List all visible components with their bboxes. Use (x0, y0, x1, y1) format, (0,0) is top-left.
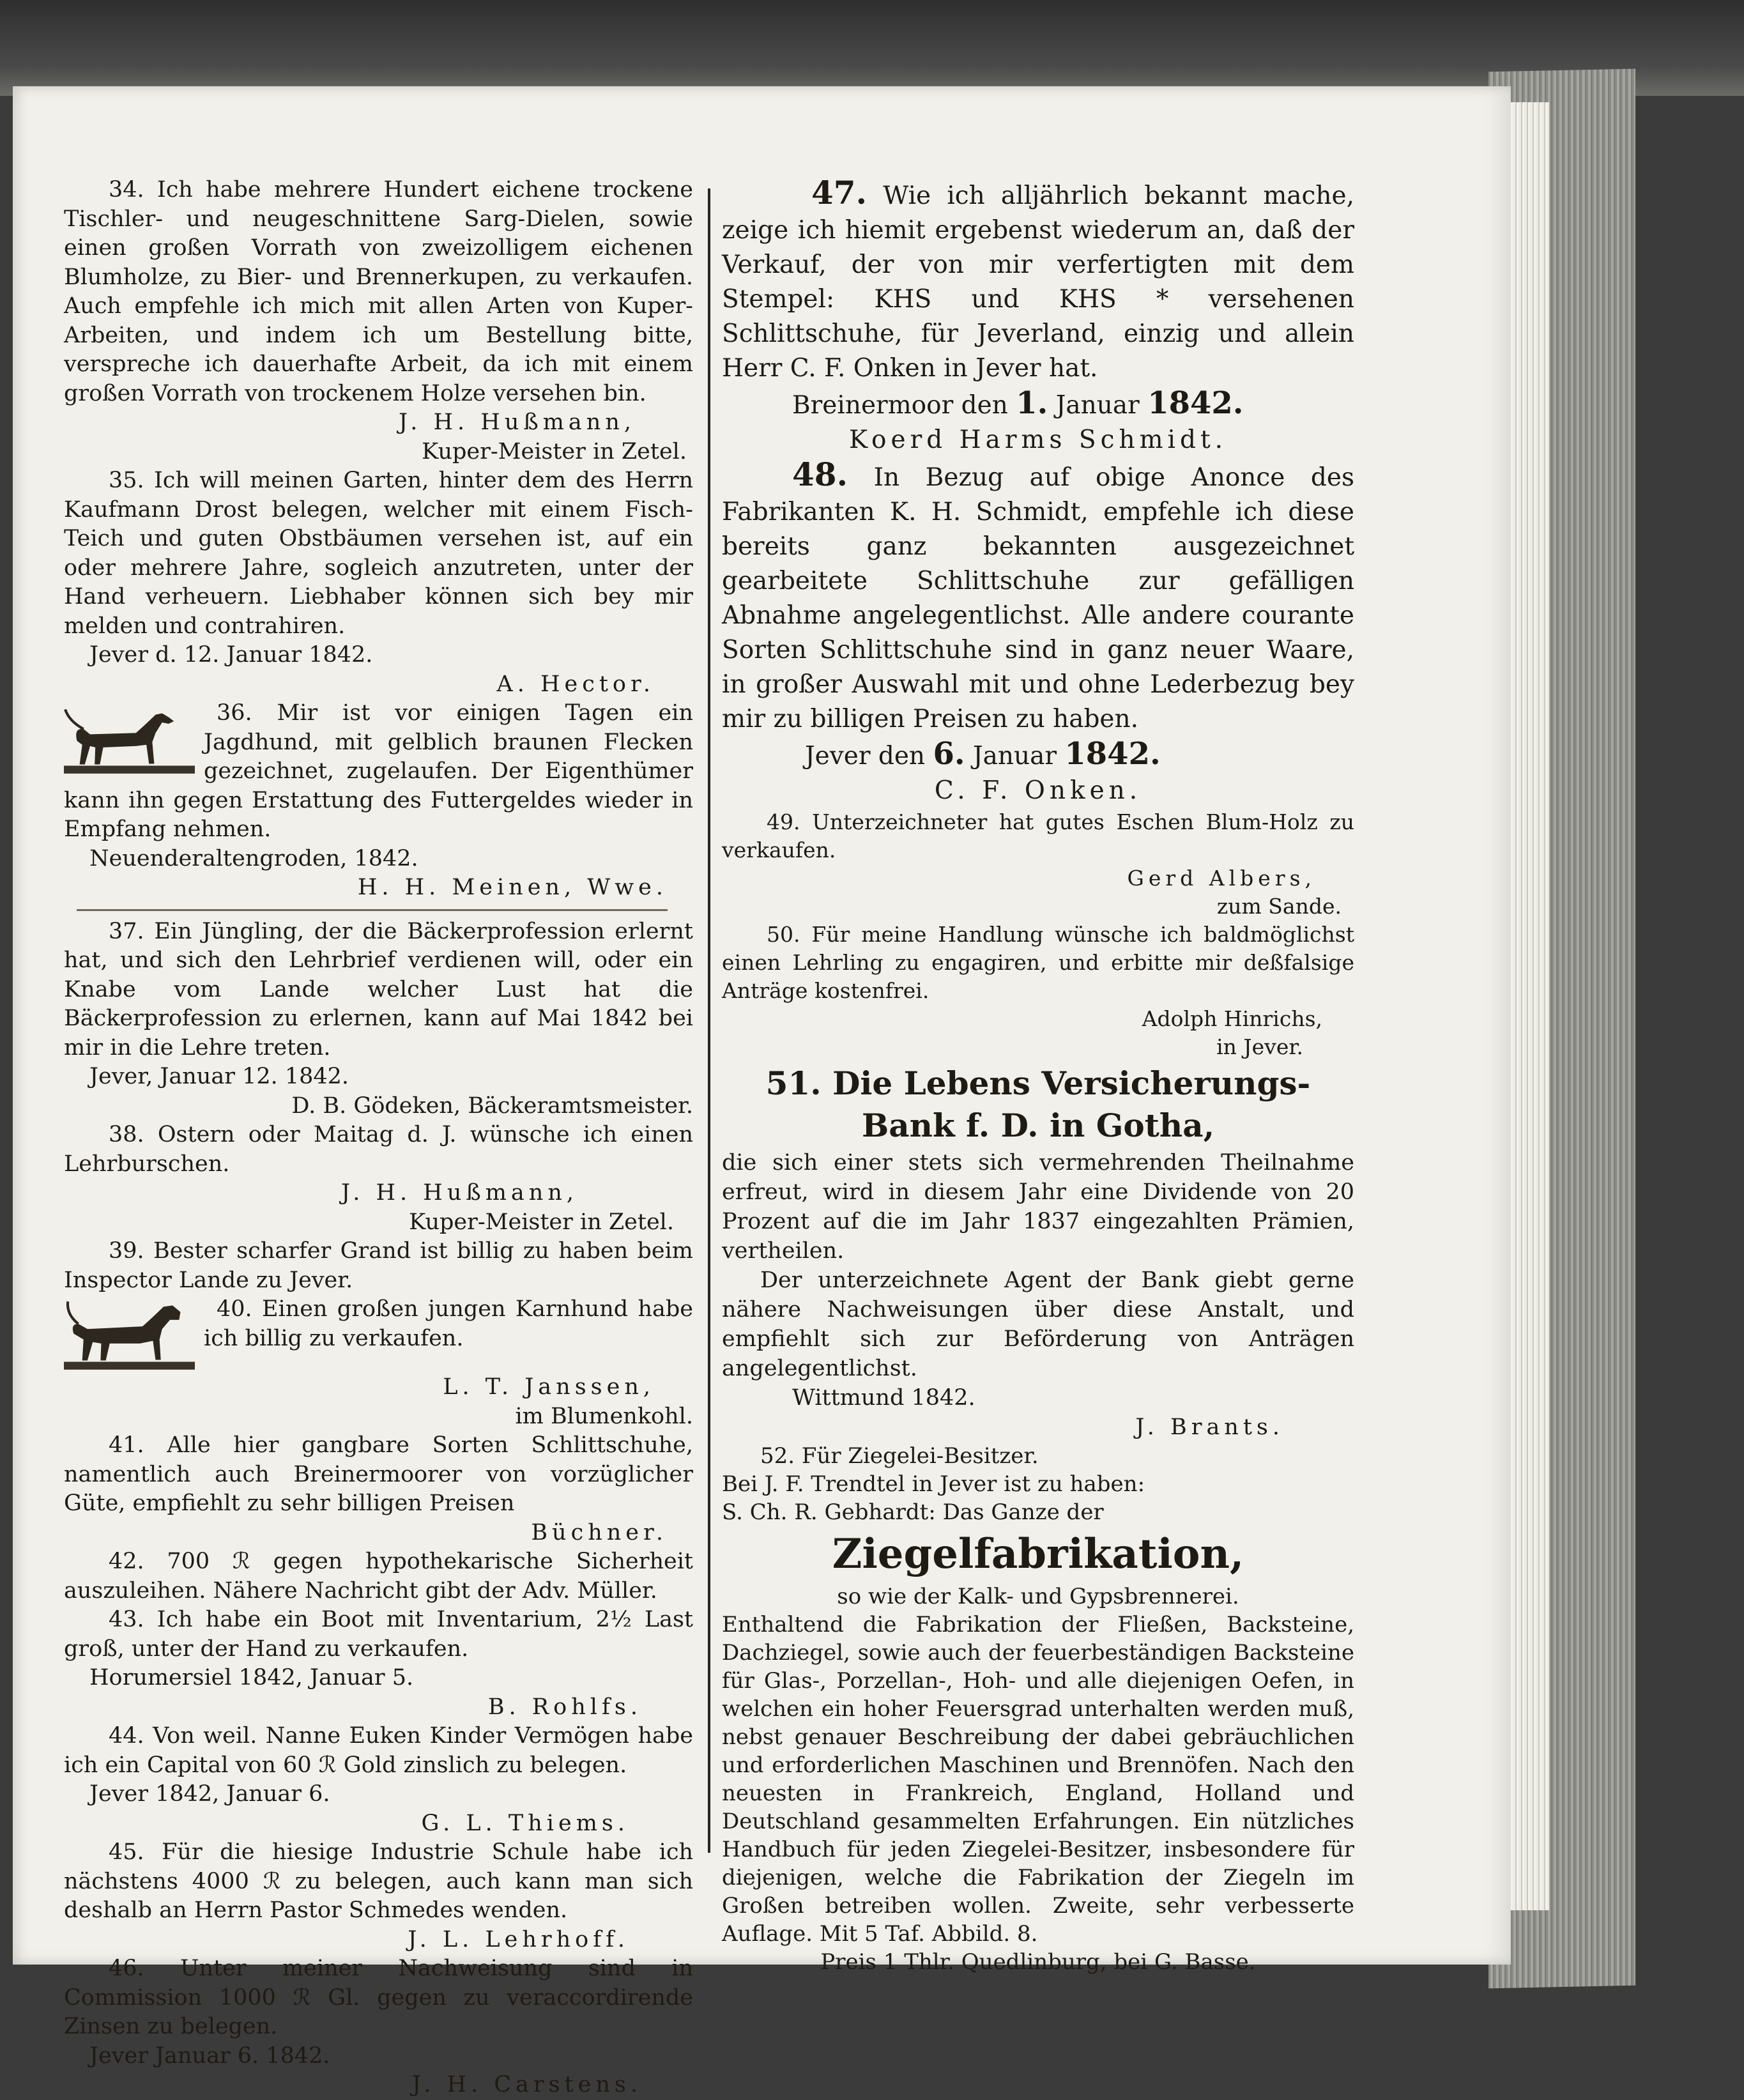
ad-34-signature: J. H. Hußmann, (398, 410, 636, 435)
ad-40 (64, 1295, 693, 1431)
ad-37-date: Jever, Januar 12. 1842. (89, 1064, 349, 1089)
ad-49-signature-place: zum Sande. (1216, 894, 1342, 919)
ad-44-signature: G. L. Thiems. (421, 1810, 629, 1836)
ad-38-text: 38. Ostern oder Maitag d. J. wünsche ich einen Lehrburschen. (64, 1122, 693, 1177)
ad-51 (722, 1064, 1354, 1442)
ad-48-date-year: 1842. (1064, 736, 1161, 772)
column-rule (708, 188, 710, 1853)
ad-36 (64, 699, 693, 903)
ad-35-date: Jever d. 12. Januar 1842. (89, 642, 373, 668)
ad-35-text: 35. Ich will meinen Garten, hinter dem des Herrn Kaufmann Drost belegen, welcher mit einem Fisch-Teich und guten Obstbäumen versehen ist, auf ein oder mehrere Jahre, sogleich anzutreten, unter der Hand verheuern. Liebhaber können sich bey mir melden und contrahiren. (64, 468, 693, 639)
ad-43-signature: B. Rohlfs. (487, 1694, 642, 1720)
ad-51-heading-1: 51. Die Lebens Versicherungs- (765, 1064, 1311, 1102)
ad-37-signature: D. B. Gödeken, Bäckeramtsmeister. (291, 1092, 693, 1119)
ad-51-date: Wittmund 1842. (792, 1385, 975, 1411)
ad-36-text: 36. Mir ist vor einigen Tagen ein Jagdhund, mit gelblich braunen Flecken gezeichnet, zugelaufen. Der Eigenthümer kann ihn gegen Erstattung des Futtergeldes wieder in Empfang nehmen. (64, 700, 693, 842)
left-column (64, 176, 693, 2100)
ad-47-signature: Koerd Harms Schmidt. (848, 425, 1228, 454)
ad-51-signature: J. Brants. (1135, 1414, 1284, 1440)
ad-48-dateline (722, 737, 1354, 774)
ad-38-signature: J. H. Hußmann, (340, 1180, 578, 1206)
ad-51-heading-2: Bank f. D. in Gotha, (861, 1107, 1215, 1144)
ad-47-number: 47. (811, 174, 867, 211)
ad-52-heading: 52. Für Ziegelei-Besitzer. (760, 1443, 1039, 1469)
ad-46-date: Jever Januar 6. 1842. (89, 2043, 330, 2069)
ad-46-signature: J. H. Carstens. (411, 2072, 642, 2097)
ad-41 (64, 1431, 693, 1547)
ad-50 (722, 921, 1354, 1061)
ad-52-subtitle: so wie der Kalk- und Gypsbrennerei. (837, 1584, 1239, 1609)
ad-38-signature-title: Kuper-Meister in Zetel. (409, 1209, 674, 1235)
ad-46 (64, 1954, 693, 2100)
ad-51-text-2: Der unterzeichnete Agent der Bank giebt gerne nähere Nachweisungen über diese Anstalt, und empfiehlt sich zur Beförderung von Anträgen angelegentlichst. (722, 1268, 1354, 1381)
ad-40-signature-place: im Blumenkohl. (515, 1403, 693, 1429)
dog-woodcut-icon (64, 1298, 195, 1373)
ad-45-signature: J. L. Lehrhoff. (408, 1926, 629, 1952)
ad-47-dateline (722, 386, 1354, 423)
ad-39-text: 39. Bester scharfer Grand ist billig zu haben beim Inspector Lande zu Jever. (64, 1238, 693, 1293)
ad-48-date-month: Januar (972, 742, 1057, 770)
ad-49 (722, 808, 1354, 921)
ad-47-date-month: Januar (1055, 391, 1140, 420)
ad-47-text: Wie ich alljährlich bekannt mache, zeige ich hiemit ergebenst wiederum an, daß der Verkauf, der von mir verfertigten mit dem Stempel: KHS und KHS * versehenen Schlittschuhe, für Jeverland, einzig und allein Herr C. F. Onken in Jever hat. (722, 181, 1354, 383)
ad-52-line-1: Bei J. F. Trendtel in Jever ist zu haben: (722, 1471, 1145, 1497)
ad-36-date: Neuenderaltengroden, 1842. (89, 845, 418, 871)
ad-41-signature: Büchner. (531, 1519, 668, 1545)
ad-35-signature: A. Hector. (496, 671, 655, 697)
ad-48 (722, 457, 1354, 808)
ad-42 (64, 1547, 693, 1606)
ad-49-signature: Gerd Albers, (1127, 866, 1316, 891)
ad-34-text: 34. Ich habe mehrere Hundert eichene trockene Tischler- und neugeschnittene Sarg-Dielen, sowie einen großen Vorrath von zweizolligem eichenen Blumholze, zu Bier- und Brennerkupen, zu verkaufen. Auch empfehle ich mich mit allen Arten von Kuper-Arbeiten, und indem ich um Bestellung bitte, verspreche ich dauerhafte Arbeit, da ich mit einem großen Vorrath von trockenem Holze versehen bin. (64, 177, 693, 406)
ad-48-date-day: 6. (933, 736, 965, 772)
ad-42-text: 42. 700 ℛ gegen hypothekarische Sicherheit auszuleihen. Nähere Nachricht gibt der Adv. Müller. (64, 1549, 693, 1604)
ad-50-signature: Adolph Hinrichs, (1142, 1006, 1322, 1031)
ad-40-text: 40. Einen großen jungen Karnhund habe ich billig zu verkaufen. (204, 1296, 693, 1351)
ad-47 (722, 176, 1354, 457)
ad-48-text: In Bezug auf obige Anonce des Fabrikanten K. H. Schmidt, empfehle ich diese bereits ganz bekannten ausgezeichnet gearbeitete Schlittschuhe zur gefälligen Abnahme angelegentlichst. Alle andere courante Sorten Schlittschuhe sind in ganz neuer Waare, in großer Auswahl mit und ohne Lederbezug bey mir zu billigen Preisen zu haben. (722, 463, 1354, 733)
ad-48-date-place: Jever den (805, 742, 926, 770)
ad-51-text: die sich einer stets sich vermehrenden Theilnahme erfreut, wird in diesem Jahr eine Dividende von 20 Prozent auf die im Jahr 1837 eingezahlten Prämien, vertheilen. (722, 1150, 1354, 1264)
ad-48-signature: C. F. Onken. (934, 776, 1142, 805)
ad-45-text: 45. Für die hiesige Industrie Schule habe ich nächstens 4000 ℛ zu belegen, auch kann man sich deshalb an Herrn Pastor Schmedes wenden. (64, 1839, 693, 1923)
separator-rule (77, 909, 668, 911)
ad-39 (64, 1237, 693, 1295)
right-column (722, 176, 1354, 1976)
ad-37 (64, 917, 693, 1121)
ad-52-title: Ziegelfabrikation, (832, 1530, 1244, 1578)
ad-43 (64, 1606, 693, 1722)
ad-43-date: Horumersiel 1842, Januar 5. (89, 1665, 414, 1690)
ad-52-line-2: S. Ch. R. Gebhardt: Das Ganze der (722, 1499, 1104, 1525)
newspaper-page (13, 86, 1511, 2097)
ad-50-text: 50. Für meine Handlung wünsche ich baldmöglichst einen Lehrling zu engagiren, und erbitte mir deßfalsige Anträge kostenfrei. (722, 922, 1354, 1003)
ad-34 (64, 176, 693, 466)
book-board-top (0, 0, 1744, 96)
ad-37-text: 37. Ein Jüngling, der die Bäckerprofession erlernt hat, und sich den Lehrbrief verdienen will, oder ein Knabe vom Lande welcher Lust hat die Bäckerprofession zu erlernen, kann auf Mai 1842 bei mir in die Lehre treten. (64, 918, 693, 1061)
ad-47-date-place: Breinermoor den (792, 391, 1008, 420)
ad-52-text: Enthaltend die Fabrikation der Fließen, Backsteine, Dachziegel, sowie auch der feuerbeständigen Backsteine für Glas-, Porzellan-, Hoh- und alle diejenigen Oefen, in welchen ein hoher Feuersgrad unterhalten werden muß, nebst genauer Beschreibung der dabei gebräuchlichen und erforderlichen Maschinen und Brennöfen. Nach den neuesten in Frankreich, England, Holland und Deutschland gesammelten Erfahrungen. Ein nützliches Handbuch für jeden Ziegelei-Besitzer, insbesondere für diejenigen, welche die Fabrikation der Ziegeln im Großen betreiben wollen. Zweite, sehr verbesserte Auflage. Mit 5 Taf. Abbild. 8. (722, 1612, 1354, 1947)
ad-52 (722, 1442, 1354, 1976)
ad-52-price: Preis 1 Thlr. Quedlinburg, bei G. Basse. (820, 1949, 1256, 1975)
ad-47-date-year: 1842. (1147, 385, 1244, 421)
ad-44-text: 44. Von weil. Nanne Euken Kinder Vermögen habe ich ein Capital von 60 ℛ Gold zinslich zu belegen. (64, 1723, 693, 1778)
ad-43-text: 43. Ich habe ein Boot mit Inventarium, 2½ Last groß, unter der Hand zu verkaufen. (64, 1607, 693, 1662)
ad-49-text: 49. Unterzeichneter hat gutes Eschen Blum-Holz zu verkaufen. (722, 809, 1354, 862)
ad-40-signature: L. T. Janssen, (443, 1374, 655, 1400)
ad-34-signature-title: Kuper-Meister in Zetel. (422, 438, 687, 464)
ad-47-date-day: 1. (1016, 385, 1048, 421)
ad-41-text: 41. Alle hier gangbare Sorten Schlittschuhe, namentlich auch Breinermoorer von vorzüglicher Güte, empfiehlt zu sehr billigen Preisen (64, 1432, 693, 1516)
ad-46-text: 46. Unter meiner Nachweisung sind in Commission 1000 ℛ Gl. gegen zu veraccordirende Zinsen zu belegen. (64, 1956, 693, 2039)
ad-35 (64, 466, 693, 699)
ad-38 (64, 1121, 693, 1237)
ad-44 (64, 1722, 693, 1838)
ad-48-number: 48. (792, 456, 848, 493)
dog-woodcut-icon (64, 701, 195, 777)
ad-36-signature: H. H. Meinen, Wwe. (357, 875, 668, 900)
ad-50-signature-place: in Jever. (1216, 1034, 1303, 1059)
ad-44-date: Jever 1842, Januar 6. (89, 1781, 330, 1807)
ad-45 (64, 1838, 693, 1954)
